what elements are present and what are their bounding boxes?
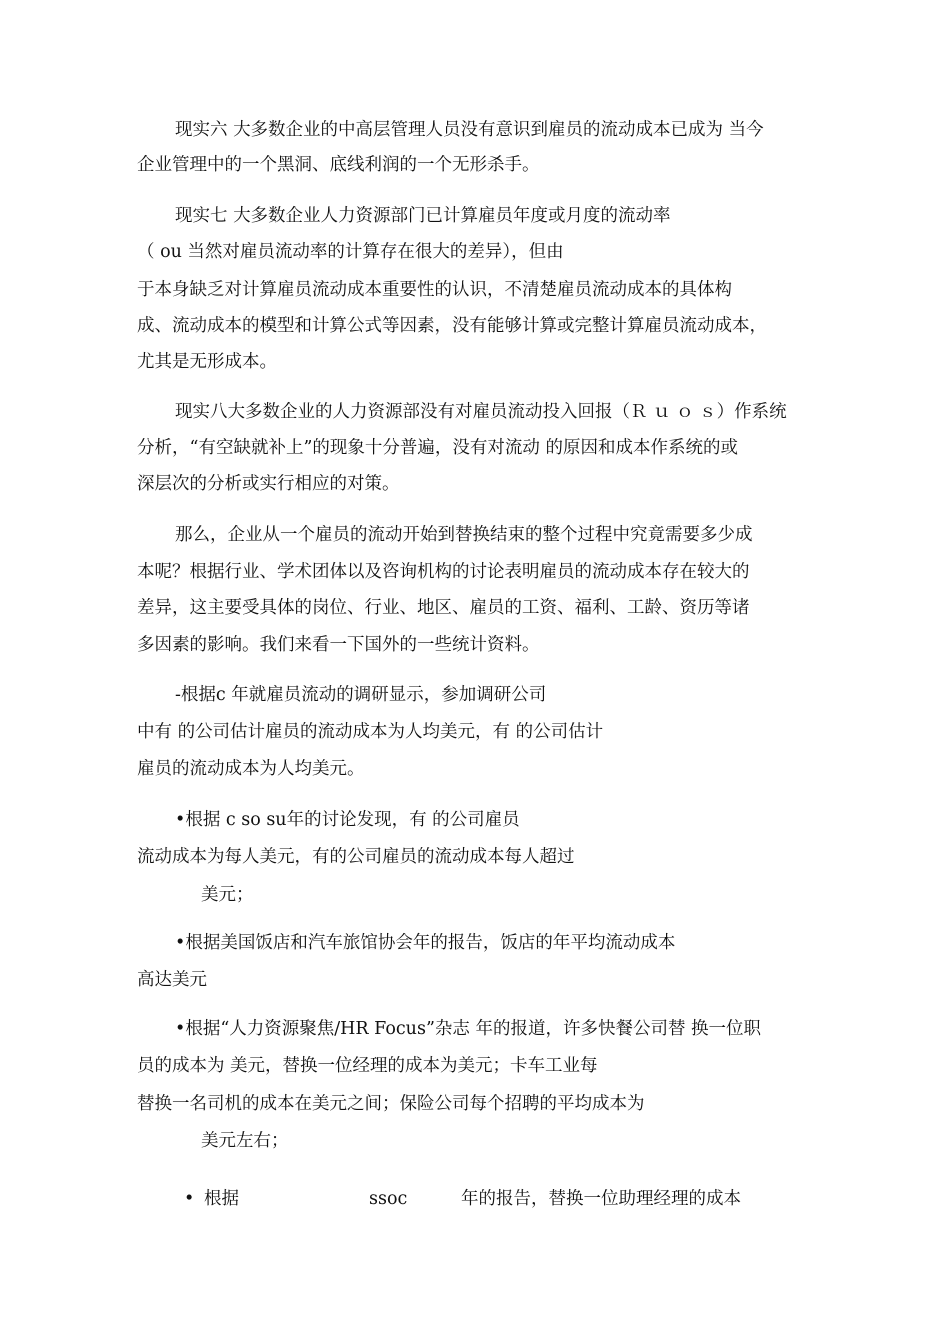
text-line: 深层次的分析或实行相应的对策。	[137, 474, 400, 494]
text-line: 分析，“有空缺就补上”的现象十分普遍，没有对流动 的原因和成本作系统的或	[137, 438, 738, 458]
text-line: 美元左右；	[201, 1131, 289, 1151]
text-line: 成、流动成本的模型和计算公式等因素，没有能够计算或完整计算雇员流动成本，	[137, 316, 767, 336]
text-line: 替换一名司机的成本在美元之间；保险公司每个招聘的平均成本为	[137, 1094, 645, 1114]
text-line: 尤其是无形成本。	[137, 352, 277, 372]
text-line: 员的成本为 美元，替换一位经理的成本为美元；卡车工业每	[137, 1056, 598, 1076]
text-line: 雇员的流动成本为人均美元。	[137, 759, 365, 779]
text-fragment: ssoc	[369, 1189, 408, 1209]
bullet-icon: •	[184, 1189, 195, 1209]
text-line: 多因素的影响。我们来看一下国外的一些统计资料。	[137, 635, 540, 655]
text-line: -根据c 年就雇员流动的调研显示，参加调研公司	[175, 685, 547, 705]
text-line: 差异，这主要受具体的岗位、行业、地区、雇员的工资、福利、工龄、资历等诸	[137, 598, 750, 618]
text-line: 现实七 大多数企业人力资源部门已计算雇员年度或月度的流动率	[175, 206, 671, 226]
text-line: 现实八大多数企业的人力资源部没有对雇员流动投入回报（Ｒ ｕ ｏ ｓ）作系统	[175, 402, 787, 422]
text-line: 本呢？根据行业、学术团体以及咨询机构的讨论表明雇员的流动成本存在较大的	[137, 562, 750, 582]
text-line: •根据 c so su年的讨论发现，有 的公司雇员	[175, 810, 520, 830]
text-line: 美元；	[201, 885, 254, 905]
text-line: •根据“人力资源聚焦/HR Focus”杂志 年的报道，许多快餐公司替 换一位职	[175, 1019, 762, 1039]
text-fragment: 年的报告，替换一位助理经理的成本	[461, 1189, 741, 1209]
text-line: 流动成本为每人美元，有的公司雇员的流动成本每人超过	[137, 847, 575, 867]
text-line: （ ou 当然对雇员流动率的计算存在很大的差异），但由	[137, 242, 564, 262]
text-line: 于本身缺乏对计算雇员流动成本重要性的认识，不清楚雇员流动成本的具体构	[137, 280, 732, 300]
text-line: 现实六 大多数企业的中高层管理人员没有意识到雇员的流动成本已成为 当今	[175, 120, 764, 140]
text-line: 中有 的公司估计雇员的流动成本为人均美元，有 的公司估计	[137, 722, 604, 742]
text-line: 企业管理中的一个黑洞、底线利润的一个无形杀手。	[137, 155, 540, 175]
text-line: •根据美国饭店和汽车旅馆协会年的报告，饭店的年平均流动成本	[175, 933, 676, 953]
text-fragment: 根据	[204, 1189, 239, 1209]
text-line: 那么，企业从一个雇员的流动开始到替换结束的整个过程中究竟需要多少成	[175, 525, 753, 545]
text-line: 高达美元	[137, 970, 207, 990]
